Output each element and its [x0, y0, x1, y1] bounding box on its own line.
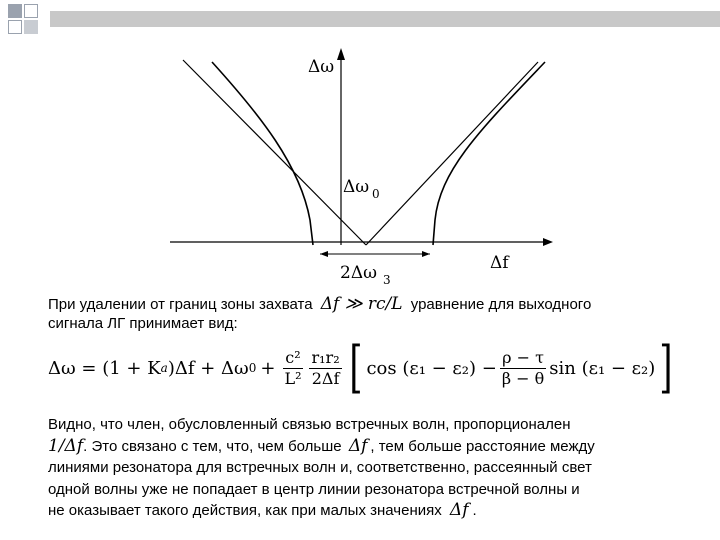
fraction-r1r2-num: r₁r₂: [311, 347, 340, 367]
intro-paragraph: [48, 295, 591, 333]
body-line-5-end: .: [472, 502, 477, 519]
intro-line-2: сигнала ЛГ принимает вид:: [48, 315, 238, 332]
center-label: Δω: [343, 177, 370, 197]
formula-lhs-sub: a: [160, 361, 168, 375]
left-bracket: [: [348, 335, 363, 400]
y-axis-label: Δω: [308, 57, 335, 77]
deco-square: [24, 4, 38, 18]
asymptote-left: [183, 60, 366, 245]
df-formula-small: Δf: [449, 500, 469, 520]
body-line-1: Видно, что член, обусловленный связью встречных волн, пропорционален: [48, 416, 571, 433]
body-line-2-a: . Это связано с тем, что, чем больше: [83, 437, 342, 455]
deco-square: [8, 4, 22, 18]
body-line-5-text: не оказывает такого действия, как при малых значениях: [48, 502, 442, 519]
fraction-2df-den: 2Δf: [311, 368, 340, 388]
center-label-sub: 0: [372, 187, 380, 201]
formula-sin-part: sin (ε₁ − ε₂): [549, 357, 656, 379]
fraction-c2-l2: [282, 348, 303, 389]
formula-lhs: Δω = (1 + K: [48, 357, 161, 379]
formula-cos-part: cos (ε₁ − ε₂) −: [366, 357, 497, 379]
output-curve-right: [433, 62, 545, 245]
fraction-l2-den: L²: [284, 368, 302, 388]
y-axis-arrow: [337, 48, 345, 60]
body-line-2-b: , тем больше расстояние между: [370, 437, 595, 455]
intro-text-b: уравнение для выходного: [410, 296, 592, 313]
slide-header-decoration: [0, 0, 720, 40]
frequency-characteristic-diagram: [150, 40, 570, 290]
capture-width-label: 2Δω: [340, 263, 377, 283]
fraction-beta-theta-den: β − θ: [501, 368, 545, 388]
formula-mid-sub: 0: [248, 361, 257, 375]
body-line-5: [48, 500, 595, 522]
deco-square: [24, 20, 38, 34]
fraction-rho-tau: [500, 348, 546, 389]
intro-text-a: При удалении от границ зоны захвата: [48, 296, 313, 313]
capture-width-label-sub: 3: [383, 273, 391, 287]
arrow-left-head: [320, 251, 328, 257]
deco-square: [8, 20, 22, 34]
fraction-rho-tau-num: ρ − τ: [502, 347, 544, 367]
inverse-df-formula: 1/Δf: [48, 435, 84, 456]
x-axis-arrow: [543, 238, 553, 246]
x-axis-label: Δf: [490, 253, 509, 273]
right-bracket: ]: [659, 335, 673, 400]
explanation-paragraph: [48, 414, 595, 522]
body-line-4: одной волны уже не попадает в центр линии резонатора встречной волны и: [48, 480, 580, 498]
body-line-3: линиями резонатора для встречных волн и, соответственно, рассеянный свет: [48, 459, 592, 476]
formula-plus: +: [260, 357, 276, 379]
body-line-2: [48, 436, 595, 458]
capture-condition-formula: Δf ≫ rc/L: [320, 294, 403, 314]
df-formula: Δf: [348, 435, 368, 456]
header-bar: [50, 11, 720, 27]
fraction-c2-num: c²: [285, 347, 301, 367]
output-curve-left: [212, 62, 313, 245]
fraction-r1r2: [309, 348, 341, 389]
arrow-right-head: [422, 251, 430, 257]
asymptote-right: [366, 62, 538, 245]
formula-mid: )Δf + Δω: [167, 357, 249, 379]
output-signal-formula: [48, 335, 677, 400]
intro-line-1: [48, 295, 591, 314]
